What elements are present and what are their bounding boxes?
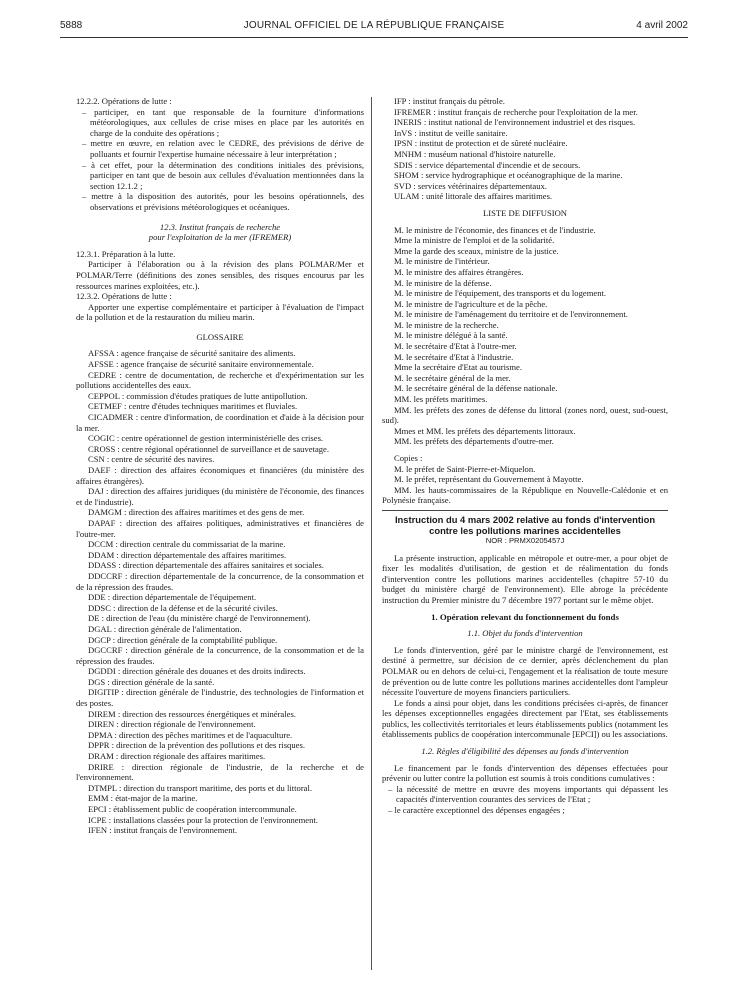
- list-item: – le caractère exceptionnel des dépenses engagées ;: [388, 805, 565, 816]
- diffusion-list: [382, 225, 668, 447]
- glossary-entry: DDASS : direction départementale des affaires sanitaires et sociales.: [88, 560, 324, 571]
- section-1-2-paragraph: Le financement par le fonds d'intervention des dépenses effectuées pour prévenir ou lutter contre la pollution est soumis à trois conditions cumulatives :: [382, 762, 668, 784]
- section-separator: [382, 510, 668, 511]
- glossary-entry: SDIS : service départemental d'incendie et de secours.: [394, 159, 581, 170]
- diffusion-entry: M. le secrétaire général de la mer.: [394, 372, 511, 383]
- glossary-entry: SVD : services vétérinaires départementaux.: [394, 180, 547, 191]
- glossary-entry: InVS : institut de veille sanitaire.: [394, 127, 508, 138]
- glossary-entry: MNHM : muséum national d'histoire naturelle.: [394, 148, 556, 159]
- glossary-entry: INERIS : institut national de l'environnement industriel et des risques.: [394, 117, 636, 128]
- section-12-3-title: 12.3. Institut français de recherche: [159, 221, 281, 232]
- glossary-entry: EPCI : établissement public de coopération intercommunale.: [88, 804, 297, 814]
- right-column: [382, 96, 668, 816]
- diffusion-entry: M. le secrétaire d'Etat à l'outre-mer.: [394, 341, 517, 352]
- diffusion-entry: M. le ministre de l'intérieur.: [394, 256, 490, 267]
- glossary-entry: DTMPL : direction du transport maritime, des ports et du littoral.: [88, 782, 313, 793]
- diffusion-entry: Mme la ministre de l'emploi et de la solidarité.: [394, 235, 555, 246]
- glossary-entry: AFSSA : agence française de sécurité sanitaire des aliments.: [88, 348, 296, 359]
- nor-reference: NOR : PRMX0205457J: [485, 535, 565, 545]
- diffusion-entry: M. le ministre délégué à la santé.: [394, 330, 508, 341]
- list-item: – la nécessité de mettre en œuvre des moyens importants qui dépassent les capacités d'intervention courantes des services de l'Etat ;: [388, 783, 668, 805]
- diffusion-entry: M. le ministre des affaires étrangères.: [394, 266, 524, 277]
- instruction-intro: La présente instruction, applicable en métropole et outre-mer, a pour objet de fixer les modalités d'utilisation, de gestion et de réalimentation du fonds d'intervention contre les pollutions marines accidentelles (chapitre 57-10 du budget du ministère chargé de l'environnement). Elle abroge la précédente instruction du Premier ministre du 7 décembre 1977 portant sur le même objet.: [382, 552, 668, 605]
- glossary-entry: AFSSE : agence française de sécurité sanitaire environnementale.: [88, 359, 314, 370]
- header-rule: [60, 37, 688, 38]
- left-column: [76, 96, 364, 836]
- section-12-3-2-title: 12.3.2. Opérations de lutte :: [76, 291, 172, 302]
- glossary-entry: IFEN : institut français de l'environnement.: [88, 825, 238, 836]
- glossary-continued: [382, 96, 668, 202]
- section-12-2-2-title: 12.2.2. Opérations de lutte :: [76, 96, 172, 106]
- diffusion-entry: Mme la garde des sceaux, ministre de la justice.: [394, 245, 559, 256]
- copies-title: Copies :: [394, 453, 423, 463]
- glossary-entry: DIREN : direction régionale de l'environnement.: [88, 719, 256, 730]
- diffusion-entry: M. le secrétaire d'Etat à l'industrie.: [394, 351, 514, 362]
- section-12-3-subtitle: pour l'exploitation de la mer (IFREMER): [148, 232, 292, 243]
- column-divider: [371, 97, 372, 970]
- glossary-entry: CICADMER : centre d'information, de coordination et d'aide à la décision pour la mer.: [76, 412, 364, 433]
- section-1-title: 1. Opération relevant du fonctionnement du fonds: [431, 611, 619, 622]
- diffusion-entry: M. le ministre de l'économie, des finances et de l'industrie.: [394, 224, 596, 235]
- glossary-entry: DPPR : direction de la prévention des pollutions et des risques.: [88, 740, 305, 751]
- glossary-entry: CSN : centre de sécurité des navires.: [88, 454, 215, 465]
- glossary-entry: CROSS : centre régional opérationnel de surveillance et de sauvetage.: [88, 443, 330, 454]
- diffusion-entry: Mmes et MM. les préfets des départements littoraux.: [394, 425, 576, 436]
- glossary-entry: DE : direction de l'eau (du ministère chargé de l'environnement).: [88, 613, 311, 624]
- glossary-list: [76, 348, 364, 835]
- glossary-entry: DGS : direction générale de la santé.: [88, 676, 215, 687]
- diffusion-entry: MM. les préfets des départements d'outre-mer.: [394, 436, 554, 447]
- glossary-entry: DAMGM : direction des affaires maritimes et des gens de mer.: [88, 507, 305, 518]
- glossary-entry: DGDDI : direction générale des douanes et des droits indirects.: [88, 666, 306, 677]
- section-12-3-1-text: Participer à l'élaboration ou à la révision des plans POLMAR/Mer et POLMAR/Terre (définitions des zones sensibles, des risques encourus par les ressources marines exploitées, etc.).: [76, 259, 364, 291]
- glossary-entry: EMM : état-major de la marine.: [88, 793, 198, 804]
- copies-entry: MM. les hauts-commissaires de la République en Nouvelle-Calédonie et en Polynésie française.: [382, 484, 668, 506]
- glossary-entry: DGAL : direction générale de l'alimentation.: [88, 623, 242, 634]
- glossary-entry: DGCCRF : direction générale de la concurrence, de la consommation et de la répression des fraudes.: [76, 645, 364, 666]
- glossary-entry: DRAM : direction régionale des affaires maritimes.: [88, 751, 266, 762]
- copies-entry: M. le préfet, représentant du Gouvernement à Mayotte.: [394, 474, 584, 485]
- glossary-entry: DPMA : direction des pêches maritimes et de l'aquaculture.: [88, 729, 293, 740]
- glossary-entry: DRIRE : direction régionale de l'industrie, de la recherche et de l'environnement.: [76, 761, 364, 783]
- list-item: – à cet effet, pour la détermination des conditions initiales des prévisions, participer en tant que de besoin aux cellules d'évaluation mentionnées dans la section 12.1.2 ;: [82, 159, 364, 191]
- glossary-entry: COGIC : centre opérationnel de gestion interministérielle des crises.: [88, 433, 324, 444]
- diffusion-entry: MM. les préfets maritimes.: [394, 394, 488, 405]
- journal-title: JOURNAL OFFICIEL DE LA RÉPUBLIQUE FRANÇAISE: [243, 20, 505, 31]
- section-1-1-title: 1.1. Objet du fonds d'intervention: [467, 628, 583, 639]
- section-1-1-paragraph: Le fonds a ainsi pour objet, dans les conditions précisées ci-après, de financer les dépenses exceptionnelles engagées directement par l'Etat, ses établissements publics, les collectivités territoriales et leurs établissements publics (notamment les établissements publics de coopération intercommunale [EPCI]) ou les associations.: [382, 697, 668, 740]
- glossary-entry: DAJ : direction des affaires juridiques (du ministère de l'économie, des finances et de l'industrie).: [76, 486, 364, 507]
- list-item: – mettre en œuvre, en relation avec le CEDRE, des prévisions de dérive de polluants et fournir l'expertise humaine nécessaire à leur interprétation ;: [82, 138, 364, 159]
- page-number: 5888: [60, 20, 83, 31]
- diffusion-list-title: LISTE DE DIFFUSION: [482, 207, 568, 218]
- diffusion-entry: M. le ministre de l'aménagement du territoire et de l'environnement.: [394, 309, 628, 320]
- section-12-3-1-title: 12.3.1. Préparation à la lutte.: [76, 248, 176, 259]
- glossary-entry: ICPE : installations classées pour la protection de l'environnement.: [88, 814, 318, 825]
- section-1-1-paragraph: Le fonds d'intervention, géré par le ministre chargé de l'environnement, est destiné à permettre, sur décision de ce dernier, après déclenchement du plan POLMAR ou en dehors de celui-ci, l'engagement et la réalisation de toute mesure de prévention ou de lutte contre les pollutions marines accidentelles dont l'ampleur nécessite l'ouverture de moyens financiers particuliers.: [382, 644, 668, 698]
- diffusion-entry: M. le secrétaire général de la défense nationale.: [394, 383, 558, 394]
- glossary-entry: DAEF : direction des affaires économiques et financières (du ministère des affaires étrangères).: [76, 465, 364, 486]
- glossary-entry: IFP : institut français du pétrole.: [394, 96, 505, 106]
- publication-date: 4 avril 2002: [636, 20, 688, 31]
- glossary-entry: CEDRE : centre de documentation, de recherche et d'expérimentation sur les pollutions accidentelles des eaux.: [76, 369, 364, 391]
- diffusion-entry: MM. les préfets des zones de défense du littoral (zones nord, ouest, sud-ouest, sud).: [382, 404, 668, 426]
- glossary-entry: DDCCRF : direction départementale de la concurrence, de la consommation et de la répression des fraudes.: [76, 570, 364, 592]
- diffusion-entry: M. le ministre de la recherche.: [394, 319, 499, 330]
- glossary-entry: SHOM : service hydrographique et océanographique de la marine.: [394, 170, 623, 181]
- glossary-entry: DIGITIP : direction générale de l'industrie, des technologies de l'information et des postes.: [76, 687, 364, 709]
- list-item: – participer, en tant que responsable de la fourniture d'informations météorologiques, aux cellules de crise mises en place par les autorités en charge de la conduite des opérations ;: [82, 106, 364, 138]
- diffusion-entry: M. le ministre de l'agriculture et de la pêche.: [394, 298, 548, 309]
- glossary-entry: DDE : direction départementale de l'équipement.: [88, 592, 257, 603]
- glossary-title: GLOSSAIRE: [196, 331, 244, 342]
- glossary-entry: CEPPOL : commission d'études pratiques de lutte antipollution.: [88, 390, 308, 401]
- glossary-entry: IPSN : institut de protection et de sûreté nucléaire.: [394, 138, 568, 149]
- diffusion-entry: Mme la secrétaire d'Etat au tourisme.: [394, 362, 523, 373]
- glossary-entry: DDSC : direction de la défense et de la sécurité civiles.: [88, 602, 278, 613]
- list-item: – mettre à la disposition des autorités, pour les besoins opérationnels, des observations et prévisions météorologiques et océaniques.: [82, 191, 364, 212]
- glossary-entry: DDAM : direction départementale des affaires maritimes.: [88, 549, 287, 560]
- glossary-entry: DCCM : direction centrale du commissariat de la marine.: [88, 539, 286, 550]
- section-12-3-2-text: Apporter une expertise complémentaire et participer à l'évaluation de l'impact de la pollution et de la restauration du milieu marin.: [76, 301, 364, 323]
- glossary-entry: DIREM : direction des ressources énergétiques et minérales.: [88, 708, 296, 719]
- glossary-entry: DGCP : direction générale de la comptabilité publique.: [88, 634, 278, 645]
- glossary-entry: IFREMER : institut français de recherche pour l'exploitation de la mer.: [394, 106, 638, 117]
- diffusion-entry: M. le ministre de l'équipement, des transports et du logement.: [394, 288, 607, 299]
- glossary-entry: ULAM : unité littorale des affaires maritimes.: [394, 191, 553, 202]
- diffusion-entry: M. le ministre de la défense.: [394, 277, 492, 288]
- instruction-title: Instruction du 4 mars 2002 relative au fonds d'intervention contre les pollutions marines accidentelles: [394, 513, 656, 536]
- glossary-entry: DAPAF : direction des affaires politiques, administratives et financières de l'outre-mer.: [76, 517, 364, 539]
- copies-entry: M. le préfet de Saint-Pierre-et-Miquelon.: [394, 463, 536, 474]
- glossary-entry: CETMEF : centre d'études techniques maritimes et fluviales.: [88, 401, 298, 412]
- page-header: [60, 20, 688, 36]
- section-1-2-title: 1.2. Règles d'éligibilité des dépenses au fonds d'intervention: [421, 746, 629, 757]
